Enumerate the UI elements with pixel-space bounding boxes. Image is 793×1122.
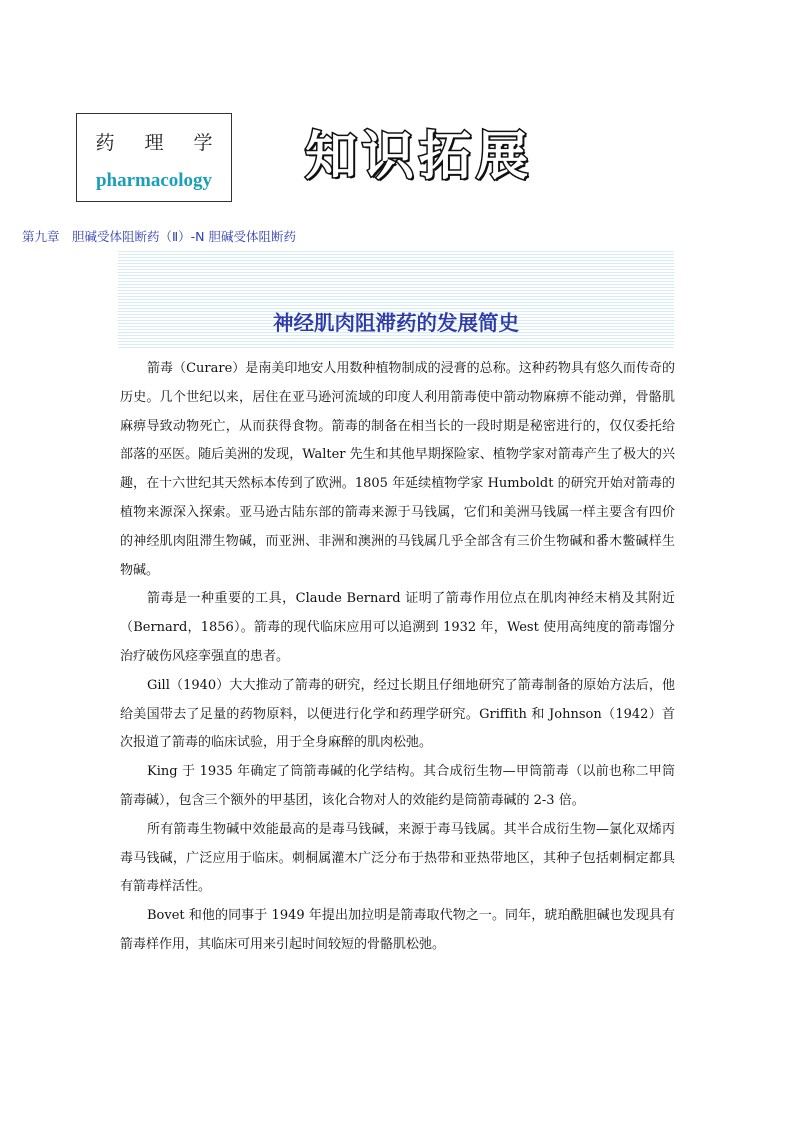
paragraph: 箭毒（Curare）是南美印地安人用数种植物制成的浸膏的总称。这种药物具有悠久而传奇的历史。几个世纪以来，居住在亚马逊河流域的印度人利用箭毒使中箭动物麻痹不能动弹，骨骼肌麻痹导致动物死亡，从而获得食物。箭毒的制备在相当长的一段时期是秘密进行的，仅仅委托给部落的巫医。随后美洲的发现，Walter 先生和其他早期探险家、植物学家对箭毒产生了极大的兴趣，在十六世纪其天然标本传到了欧洲。1805 年延续植物学家 Humboldt 的研究开始对箭毒的植物来源深入探索。亚马逊古陆东部的箭毒来源于马钱属，它们和美洲马钱属一样主要含有四价的神经肌肉阻滞生物碱，而亚洲、非洲和澳洲的马钱属几乎全部含有三价生物碱和番木鳖碱样生物碱。 xyxy=(120,361,675,578)
article-body xyxy=(120,355,675,960)
paragraph: 箭毒是一种重要的工具，Claude Bernard 证明了箭毒作用位点在肌肉神经末梢及其附近（Bernard，1856）。箭毒的现代临床应用可以追溯到 1932 年，West 使用高纯度的箭毒馏分治疗破伤风痉挛强直的患者。 xyxy=(120,591,675,664)
article-title: 神经肌肉阻滞药的发展简史 xyxy=(273,311,519,335)
logo-english-text: pharmacology xyxy=(95,170,213,191)
knowledge-extension-banner: 知识拓展 xyxy=(305,127,534,187)
chapter-heading: 第九章 胆碱受体阻断药（Ⅱ）-N 胆碱受体阻断药 xyxy=(22,229,296,244)
paragraph: Gill（1940）大大推动了箭毒的研究，经过长期且仔细地研究了箭毒制备的原始方法后，他给美国带去了足量的药物原料，以便进行化学和药理学研究。Griffith 和 Johnson（1942）首次报道了箭毒的临床试验，用于全身麻醉的肌肉松弛。 xyxy=(120,677,675,751)
paragraph: King 于 1935 年确定了筒箭毒碱的化学结构。其合成衍生物—甲筒箭毒（以前也称二甲筒箭毒碱），包含三个额外的甲基团，该化合物对人的效能约是筒箭毒碱的 2-3 倍。 xyxy=(120,764,675,808)
logo-chinese-text: 药 理 学 xyxy=(95,132,225,154)
paragraph: Bovet 和他的同事于 1949 年提出加拉明是箭毒取代物之一。同年，琥珀酰胆碱也发现具有箭毒样作用，其临床可用来引起时间较短的骨骼肌松弛。 xyxy=(120,908,675,952)
logo-box xyxy=(76,113,232,202)
paragraph: 所有箭毒生物碱中效能最高的是毒马钱碱，来源于毒马钱属。其半合成衍生物—氯化双烯丙毒马钱碱，广泛应用于临床。刺桐属灌木广泛分布于热带和亚热带地区，其种子包括刺桐定都具有箭毒样活性。 xyxy=(120,821,675,895)
